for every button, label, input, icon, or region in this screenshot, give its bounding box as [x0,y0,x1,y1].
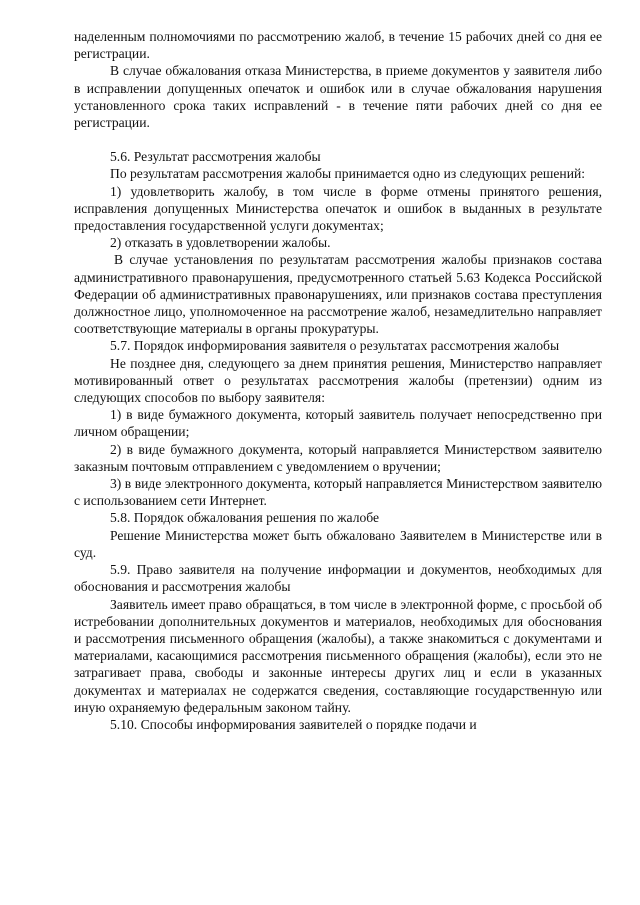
paragraph-appeal-refusal: В случае обжалования отказа Министерства, в приеме документов у заявителя либо в исправлении допущенных опечаток и ошибок или в случае обжалования нарушения установленного срока таких исправлений - в течение пяти рабочих дней со дня ее регистрации. [74,63,602,131]
section-heading-5-10: 5.10. Способы информирования заявителей о порядке подачи и [110,716,477,732]
document-page [74,28,602,733]
section-heading-5-9: 5.9. Право заявителя на получение информации и документов, необходимых для обоснования и рассмотрения жалобы [74,562,602,595]
list-item-electronic: 3) в виде электронного документа, который направляется Министерством заявителю с использованием сети Интернет. [74,476,602,509]
list-item-satisfy: 1) удовлетворить жалобу, в том числе в форме отмены принятого решения, исправления допущенных Министерства опечаток и ошибок в выданных в результате предоставления государственной услуги документах; [74,183,602,234]
section-heading-5-8: 5.8. Порядок обжалования решения по жалобе [110,510,380,526]
section-heading-5-7: 5.7. Порядок информирования заявителя о результатах рассмотрения жалобы [110,338,560,354]
paragraph-appeal-decision: Решение Министерства может быть обжаловано Заявителем в Министерстве или в суд. [74,527,602,560]
section-heading-5-6: 5.6. Результат рассмотрения жалобы [110,149,321,165]
paragraph-decisions-intro: По результатам рассмотрения жалобы принимается одно из следующих решений: [110,166,586,182]
paragraph-applicant-rights: Заявитель имеет право обращаться, в том числе в электронной форме, с просьбой об истребовании дополнительных документов и материалов, необходимых для обоснования и рассмотрения письменного обращения (жалобы), а также знакомиться с документами и материалами, касающимися рассмотрения письменного обращения (жалобы), если это не затрагивает права, свободы и законные интересы других лиц и если в указанных документах и материалах не содержатся сведения, составляющие государственную или иную охраняемую федеральным законом тайну. [74,596,602,715]
list-item-refuse: 2) отказать в удовлетворении жалобы. [110,235,331,251]
spacer [74,131,602,148]
paragraph-response-methods: Не позднее дня, следующего за днем принятия решения, Министерство направляет мотивированный ответ о результатах рассмотрения жалобы (претензии) одним из следующих способов по выбору заявителя: [74,355,602,406]
list-item-paper-personal: 1) в виде бумажного документа, который заявитель получает непосредственно при личном обращении; [74,407,602,440]
paragraph-continuation: наделенным полномочиями по рассмотрению жалоб, в течение 15 рабочих дней со дня ее регистрации. [74,29,602,62]
paragraph-prosecution: В случае установления по результатам рассмотрения жалобы признаков состава административного правонарушения, предусмотренного статьей 5.63 Кодекса Российской Федерации об административных правонарушениях, или признаков состава преступления должностное лицо, уполномоченное на рассмотрение жалоб, незамедлительно направляет соответствующие материалы в органы прокуратуры. [74,252,602,337]
list-item-paper-mail: 2) в виде бумажного документа, который направляется Министерством заявителю заказным почтовым отправлением с уведомлением о вручении; [74,441,602,474]
